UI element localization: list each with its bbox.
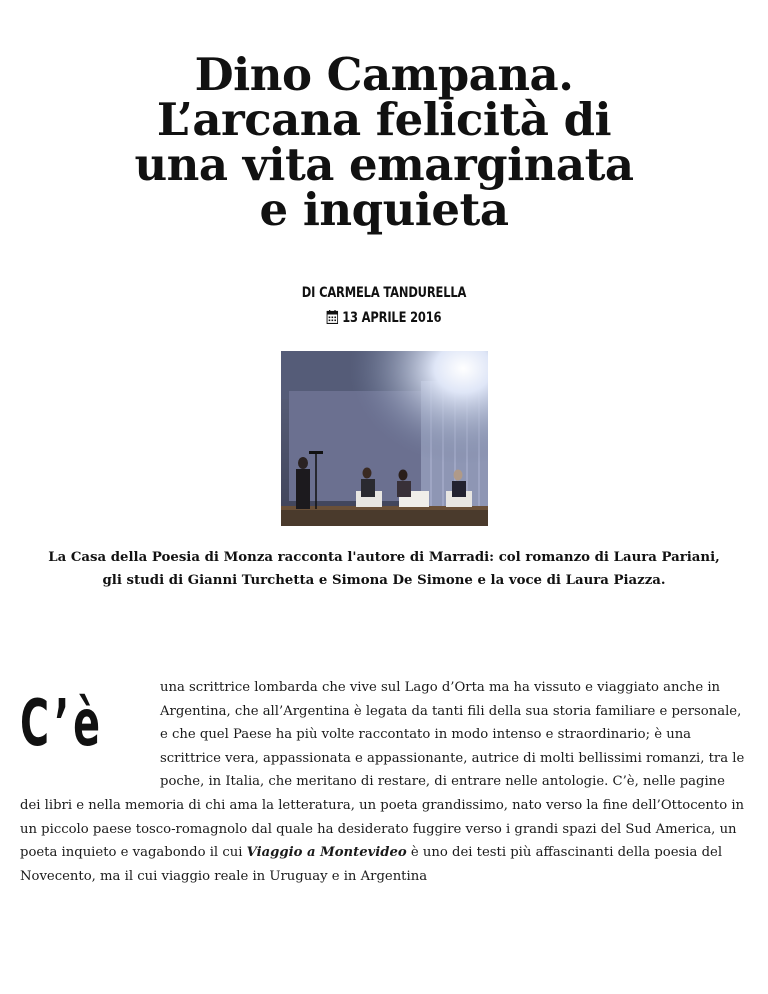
author-byline [69,285,699,301]
date-text: 13 APRILE 2016 [342,310,442,326]
publish-date [69,310,699,326]
title-line: L’arcana felicità di [156,93,612,146]
author-name[interactable]: DI CARMELA TANDURELLA [301,285,467,301]
article-photo [281,351,488,526]
title-line: e inquieta [259,183,509,236]
article-body [20,676,748,888]
article-title [0,48,768,236]
drop-cap: C’è [20,687,104,761]
title-line: Dino Campana. [194,48,574,101]
book-title: Viaggio a Montevideo [246,845,407,861]
body-text: una scrittrice lombarda che vive sul Lago d’Orta ma ha vissuto e viaggiato anche in Argentina, che all’Argentina è legata da tanti fili della sua storia familiare e personale, e che quel Paese ha più volte raccontato in modo intenso e straordinario; è una scrittrice vera, appassionata e appassionante, autrice di molti bellissimi romanzi, tra le poche, in Italia, che meritano di restare, di entrare nelle antologie. C’è, nelle pagine dei libri e nella memoria di chi ama la letteratura, un poeta grandissimo, nato verso la fine dell’Ottocento in un piccolo paese tosco-romagnolo dal quale ha desiderato fuggire verso i grandi spazi del Sud America, un poeta inquieto e vagabondo il cui [20,680,745,861]
stage-photo-illustration [281,351,488,526]
title-line: una vita emarginata [134,138,634,191]
calendar-icon [327,310,338,324]
article-lead: La Casa della Poesia di Monza racconta l'autore di Marradi: col romanzo di Laura Pariani, gli studi di Gianni Turchetta e Simona De Simone e la voce di Laura Piazza. [48,550,720,588]
body-text: è uno dei testi più affascinanti della poesia del Novecento, ma il cui viaggio reale in Uruguay e in Argentina [20,845,723,884]
